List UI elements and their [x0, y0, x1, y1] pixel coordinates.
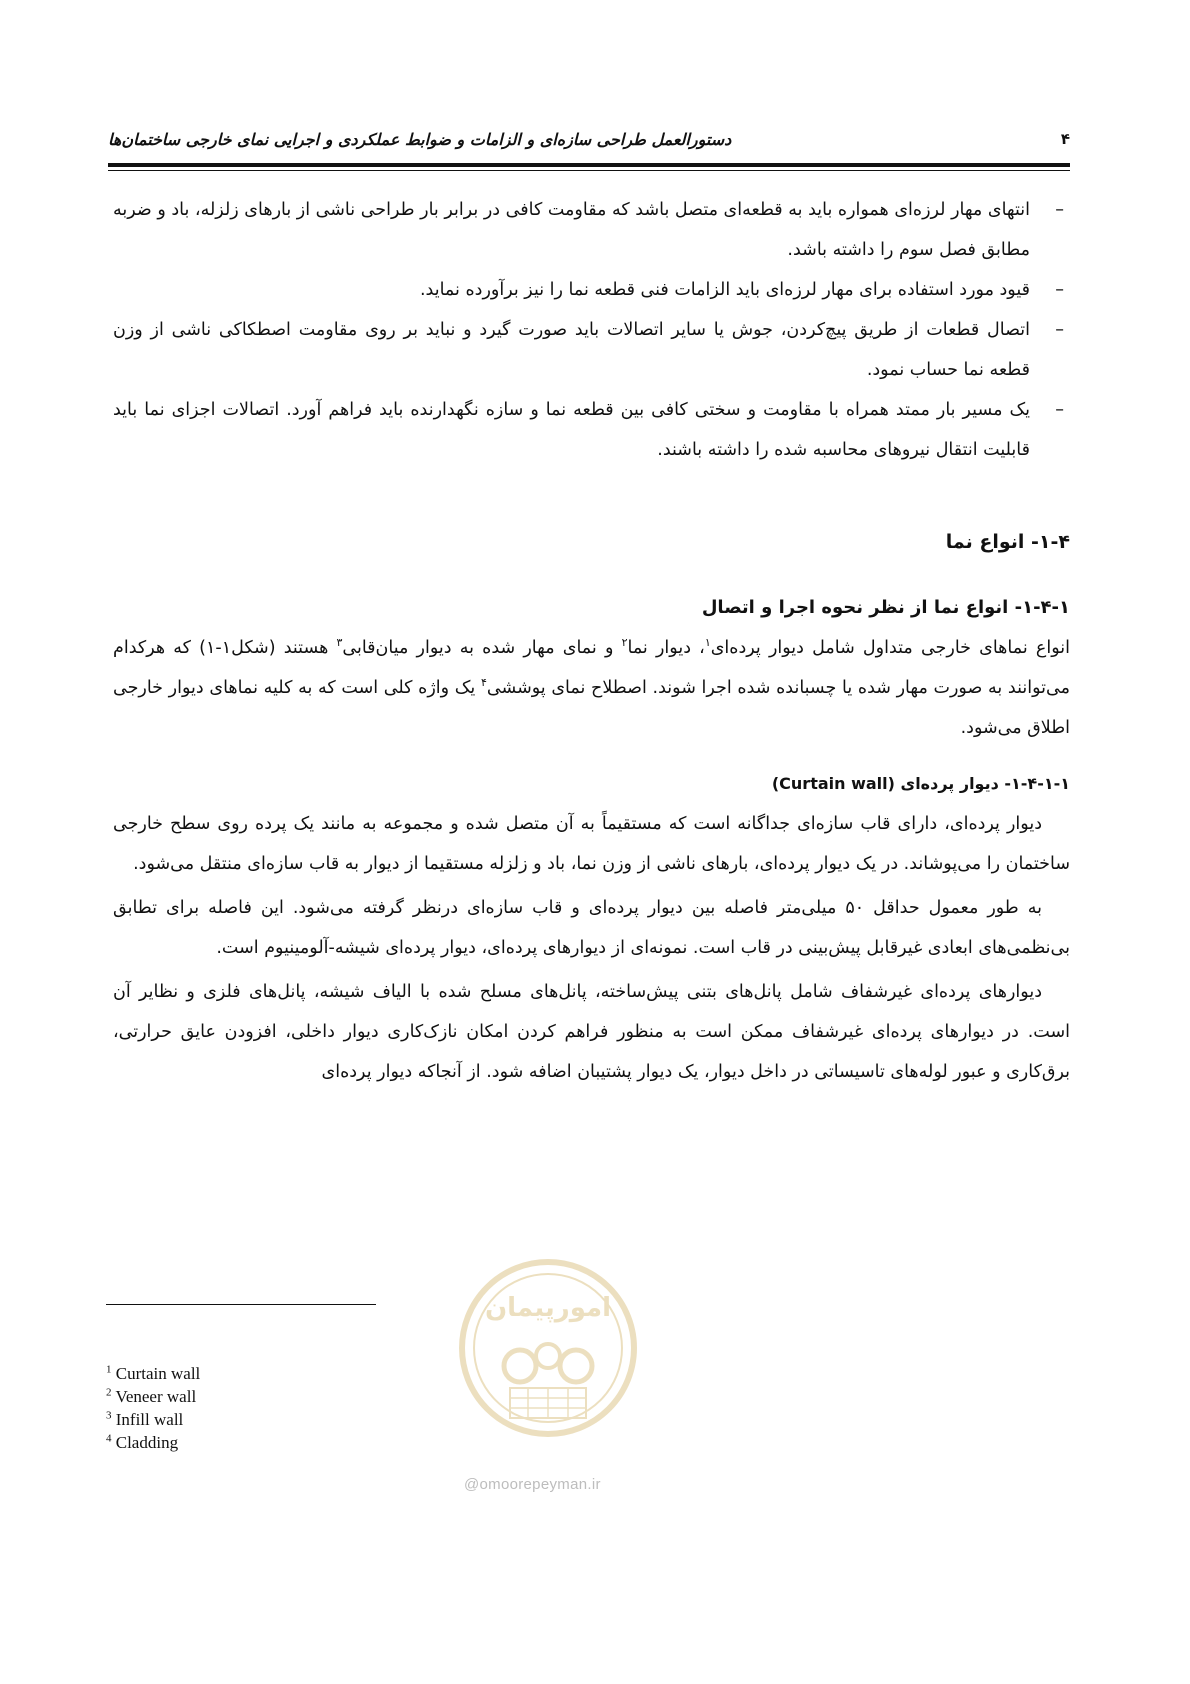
intro-text-5: یک واژه کلی است که به کلیه نماهای دیوار خارجی اطلاق می‌شود. [113, 678, 1070, 738]
footnote-text: Cladding [115, 1433, 179, 1452]
bullet-dash: – [1055, 400, 1064, 420]
list-item [113, 270, 1070, 310]
subsection-heading: ۱-۴-۱- انواع نما از نظر نحوه اجرا و اتصال [701, 597, 1070, 618]
bullet-text: قیود مورد استفاده برای مهار لرزه‌ای باید الزامات فنی قطعه نما را نیز برآورده نماید. [419, 280, 1030, 300]
watermark-logo [448, 1248, 648, 1468]
intro-text-1: انواع نماهای خارجی متداول شامل دیوار پرده‌ای [710, 638, 1070, 658]
footnote-item [106, 1385, 200, 1408]
list-item [113, 190, 1070, 270]
footnote-ref-4: ۴ [480, 676, 487, 690]
body-paragraph: به طور معمول حداقل ۵۰ میلی‌متر فاصله بین دیوار پرده‌ای و قاب سازه‌ای درنظر گرفته می‌شود. این فاصله برای تطابق بی‌نظمی‌های ابعادی غیرقابل پیش‌بینی در قاب است. نمونه‌ای از دیوارهای پرده‌ای، دیوار پرده‌ای شیشه-آلومینیوم است. [113, 898, 1070, 958]
intro-paragraph [113, 628, 1070, 748]
bullet-list [113, 190, 1070, 470]
bullet-dash: – [1055, 280, 1064, 300]
footnote-separator [106, 1304, 376, 1305]
footnote-number: 2 [106, 1386, 112, 1399]
bullet-dash: – [1055, 320, 1064, 340]
list-item [113, 390, 1070, 470]
list-item [113, 310, 1070, 390]
intro-text-2: ، دیوار نما [627, 638, 705, 658]
watermark-url: @omoorepeyman.ir [464, 1476, 601, 1493]
body-paragraph: دیوارهای پرده‌ای غیرشفاف شامل پانل‌های بتنی پیش‌ساخته، پانل‌های مسلح شده با الیاف شیشه، پانل‌های فلزی و نظایر آن است. در دیوارهای پرده‌ای غیرشفاف ممکن است به منظور فراهم کردن امکان نازک‌کاری دیوار داخلی، افزودن عایق حرارتی، برق‌کاری و عبور لوله‌های تاسیساتی در داخل دیوار، یک دیوار پشتیبان اضافه شود. از آنجاکه دیوار پرده‌ای [113, 982, 1070, 1082]
footnote-number: 4 [106, 1432, 112, 1445]
page-number: ۴ [1060, 130, 1070, 148]
footnote-item [106, 1362, 200, 1385]
footnote-item [106, 1431, 200, 1454]
main-content [113, 190, 1070, 1092]
footnote-number: 3 [106, 1409, 112, 1422]
watermark-logo-text: امورپیمان [484, 1293, 612, 1323]
running-header [108, 124, 1070, 164]
header-rule-thick [108, 163, 1070, 167]
intro-text-3: و نمای مهار شده به دیوار میان‌قابی [342, 638, 622, 658]
section-heading: ۱-۴- انواع نما [945, 531, 1070, 553]
bullet-text: یک مسیر بار ممتد همراه با مقاومت و سختی کافی بین قطعه نما و سازه نگهدارنده باید فراهم آورد. اتصالات اجزای نما باید قابلیت انتقال نیروهای محاسبه شده را داشته باشند. [113, 400, 1030, 460]
footnote-text: Curtain wall [115, 1364, 201, 1383]
subsubsection-heading: ۱-۴-۱-۱- دیوار پرده‌ای (Curtain wall) [771, 774, 1070, 793]
footnote-item [106, 1408, 200, 1431]
header-rule-thin [108, 170, 1070, 171]
footnote-ref-1: ۱ [704, 636, 711, 650]
bullet-text: انتهای مهار لرزه‌ای همواره باید به قطعه‌ای متصل باشد که مقاومت کافی در برابر بار طراحی ناشی از بارهای زلزله، باد و ضربه مطابق فصل سوم را داشته باشد. [113, 200, 1030, 260]
intro-text-4: هستند (شکل۱-۱) که هرکدام می‌توانند به صورت مهار شده یا چسبانده شده اجرا شوند. اصطلاح نمای پوششی [113, 638, 1070, 698]
footnote-ref-2: ۲ [621, 636, 628, 650]
footnote-ref-3: ۳ [336, 636, 343, 650]
bullet-text: اتصال قطعات از طریق پیچ‌کردن، جوش یا سایر اتصالات باید صورت گیرد و نباید بر روی مقاومت اصطکاکی ناشی از وزن قطعه نما حساب نمود. [113, 320, 1030, 380]
header-title: دستورالعمل طراحی سازه‌ای و الزامات و ضوابط عملکردی و اجرایی نمای خارجی ساختمان‌ها [108, 130, 732, 149]
bullet-dash: – [1055, 200, 1064, 220]
footnote-number: 1 [106, 1363, 112, 1376]
footnote-text: Infill wall [115, 1410, 184, 1429]
body-paragraph: دیوار پرده‌ای، دارای قاب سازه‌ای جداگانه است که مستقیماً به آن متصل شده و مجموعه به مانند یک پرده روی سطح خارجی ساختمان را می‌پوشاند. در یک دیوار پرده‌ای، بارهای ناشی از وزن نما، باد و زلزله مستقیما از دیوار به قاب سازه‌ای منتقل می‌شود. [113, 814, 1070, 874]
footnote-text: Veneer wall [115, 1387, 197, 1406]
footnotes [106, 1362, 200, 1454]
